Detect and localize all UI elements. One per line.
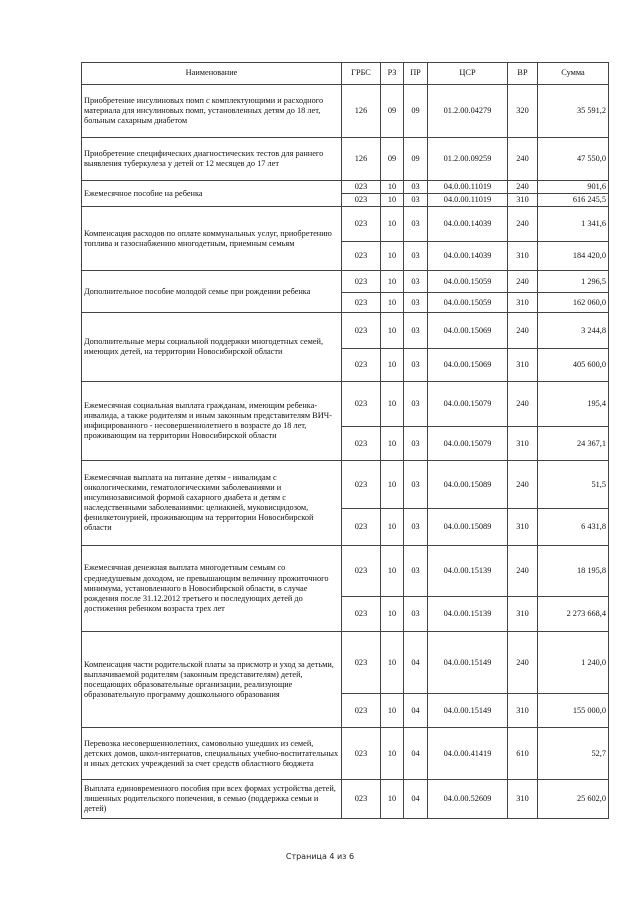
cell-sum: 3 244,8	[538, 313, 609, 349]
cell-pr: 03	[404, 313, 428, 349]
cell-rz: 10	[381, 546, 404, 597]
item-name: Ежемесячное пособие на ребенка	[82, 181, 342, 207]
cell-sum: 162 060,0	[538, 293, 609, 313]
cell-vr: 240	[508, 271, 538, 293]
cell-grbs: 023	[342, 461, 381, 509]
cell-sum: 155 000,0	[538, 694, 609, 728]
cell-pr: 03	[404, 271, 428, 293]
item-name: Компенсация части родительской платы за присмотр и уход за детьми, выплачиваемой родителям (законным представителям) детей, посещающих образовательные организации, реализующие образовательную программу дошкольного образования	[82, 632, 342, 728]
cell-sum: 18 195,8	[538, 546, 609, 597]
table-row	[82, 461, 609, 509]
item-name: Перевозка несовершеннолетних, самовольно ушедших из семей, детских домов, школ-интернатов, специальных учебно-воспитательных и иных детских учреждений за счет средств областного бюджета	[82, 728, 342, 780]
cell-pr: 03	[404, 509, 428, 546]
table-row	[82, 181, 609, 194]
cell-csr: 04.0.00.15139	[428, 597, 508, 632]
cell-grbs: 023	[342, 271, 381, 293]
cell-grbs: 126	[342, 138, 381, 181]
cell-sum: 1 341,6	[538, 207, 609, 242]
cell-csr: 04.0.00.41419	[428, 728, 508, 780]
cell-grbs: 023	[342, 780, 381, 819]
cell-vr: 310	[508, 242, 538, 271]
header-name: Наименование	[82, 63, 342, 85]
cell-sum: 47 550,0	[538, 138, 609, 181]
cell-pr: 03	[404, 293, 428, 313]
cell-sum: 1 240,0	[538, 632, 609, 694]
cell-csr: 04.0.00.15069	[428, 349, 508, 382]
cell-vr: 240	[508, 207, 538, 242]
cell-rz: 10	[381, 242, 404, 271]
cell-vr: 240	[508, 138, 538, 181]
cell-pr: 03	[404, 194, 428, 207]
cell-sum: 616 245,5	[538, 194, 609, 207]
cell-rz: 09	[381, 138, 404, 181]
item-name: Приобретение специфических диагностических тестов для раннего выявления туберкулеза у детей от 12 месяцев до 17 лет	[82, 138, 342, 181]
table-row	[82, 85, 609, 138]
cell-vr: 310	[508, 427, 538, 461]
cell-rz: 10	[381, 597, 404, 632]
cell-grbs: 023	[342, 597, 381, 632]
cell-pr: 03	[404, 546, 428, 597]
cell-csr: 01.2.00.09259	[428, 138, 508, 181]
cell-grbs: 023	[342, 728, 381, 780]
cell-vr: 320	[508, 85, 538, 138]
header-vr: ВР	[508, 63, 538, 85]
cell-rz: 10	[381, 427, 404, 461]
cell-csr: 01.2.00.04279	[428, 85, 508, 138]
cell-csr: 04.0.00.15079	[428, 382, 508, 427]
item-name: Ежемесячная денежная выплата многодетным семьям со среднедушевым доходом, не превышающим величину прожиточного минимума, установленного в Новосибирской области, в случае рождения после 31.12.2012 третьего и последующих детей до достижения ребенком возраста трех лет	[82, 546, 342, 632]
cell-vr: 240	[508, 313, 538, 349]
cell-csr: 04.0.00.15149	[428, 694, 508, 728]
cell-sum: 6 431,8	[538, 509, 609, 546]
cell-vr: 310	[508, 780, 538, 819]
cell-sum: 35 591,2	[538, 85, 609, 138]
cell-rz: 09	[381, 85, 404, 138]
cell-grbs: 023	[342, 349, 381, 382]
cell-csr: 04.0.00.15079	[428, 427, 508, 461]
cell-sum: 2 273 668,4	[538, 597, 609, 632]
cell-vr: 240	[508, 461, 538, 509]
cell-pr: 03	[404, 382, 428, 427]
cell-grbs: 023	[342, 242, 381, 271]
cell-csr: 04.0.00.14039	[428, 207, 508, 242]
cell-rz: 10	[381, 207, 404, 242]
cell-pr: 04	[404, 694, 428, 728]
cell-grbs: 023	[342, 181, 381, 194]
table-row	[82, 382, 609, 427]
cell-grbs: 023	[342, 427, 381, 461]
cell-csr: 04.0.00.11019	[428, 194, 508, 207]
cell-vr: 310	[508, 597, 538, 632]
cell-vr: 310	[508, 194, 538, 207]
cell-grbs: 023	[342, 293, 381, 313]
cell-rz: 10	[381, 349, 404, 382]
cell-rz: 10	[381, 632, 404, 694]
cell-rz: 10	[381, 694, 404, 728]
cell-grbs: 126	[342, 85, 381, 138]
item-name: Ежемесячная выплата на питание детям - инвалидам с онкологическими, гематологическими заболеваниями и инсулинозависимой формой сахарного диабета и детям с наследственными заболеваниями: целиакией, муковисцидозом, фенилкетонурией, проживающим на территории Новосибирской области	[82, 461, 342, 546]
page-footer: Страница 4 из 6	[285, 852, 355, 861]
cell-sum: 901,6	[538, 181, 609, 194]
cell-rz: 10	[381, 271, 404, 293]
cell-pr: 03	[404, 597, 428, 632]
cell-grbs: 023	[342, 509, 381, 546]
cell-grbs: 023	[342, 382, 381, 427]
cell-pr: 03	[404, 427, 428, 461]
cell-sum: 24 367,1	[538, 427, 609, 461]
table-row	[82, 728, 609, 780]
cell-vr: 240	[508, 382, 538, 427]
cell-vr: 310	[508, 694, 538, 728]
cell-csr: 04.0.00.52609	[428, 780, 508, 819]
cell-grbs: 023	[342, 207, 381, 242]
cell-grbs: 023	[342, 546, 381, 597]
item-name: Дополнительные меры социальной поддержки многодетных семей, имеющих детей, на территории Новосибирской области	[82, 313, 342, 382]
cell-sum: 405 600,0	[538, 349, 609, 382]
table-row	[82, 138, 609, 181]
cell-sum: 52,7	[538, 728, 609, 780]
cell-csr: 04.0.00.15139	[428, 546, 508, 597]
cell-rz: 10	[381, 181, 404, 194]
cell-pr: 03	[404, 461, 428, 509]
header-csr: ЦСР	[428, 63, 508, 85]
table-row	[82, 546, 609, 597]
cell-vr: 310	[508, 509, 538, 546]
cell-csr: 04.0.00.11019	[428, 181, 508, 194]
item-name: Дополнительное пособие молодой семье при рождении ребенка	[82, 271, 342, 313]
cell-vr: 310	[508, 349, 538, 382]
budget-table	[81, 62, 609, 819]
cell-vr: 240	[508, 546, 538, 597]
cell-rz: 10	[381, 293, 404, 313]
cell-pr: 04	[404, 632, 428, 694]
cell-rz: 10	[381, 313, 404, 349]
table-header-row	[82, 63, 609, 85]
cell-pr: 03	[404, 349, 428, 382]
cell-sum: 184 420,0	[538, 242, 609, 271]
item-name: Выплата единовременного пособия при всех формах устройства детей, лишенных родительского попечения, в семью (поддержка семьи и детей)	[82, 780, 342, 819]
table-row	[82, 313, 609, 349]
cell-pr: 03	[404, 207, 428, 242]
cell-rz: 10	[381, 509, 404, 546]
table-row	[82, 780, 609, 819]
table-row	[82, 271, 609, 293]
header-rz: РЗ	[381, 63, 404, 85]
cell-csr: 04.0.00.14039	[428, 242, 508, 271]
cell-vr: 240	[508, 632, 538, 694]
table-body	[82, 85, 609, 819]
cell-vr: 240	[508, 181, 538, 194]
cell-rz: 10	[381, 194, 404, 207]
cell-grbs: 023	[342, 194, 381, 207]
cell-csr: 04.0.00.15069	[428, 313, 508, 349]
cell-vr: 610	[508, 728, 538, 780]
cell-sum: 195,4	[538, 382, 609, 427]
cell-pr: 03	[404, 181, 428, 194]
cell-grbs: 023	[342, 694, 381, 728]
cell-vr: 310	[508, 293, 538, 313]
cell-grbs: 023	[342, 313, 381, 349]
cell-csr: 04.0.00.15089	[428, 509, 508, 546]
table-row	[82, 207, 609, 242]
cell-pr: 09	[404, 138, 428, 181]
item-name: Ежемесячная социальная выплата гражданам, имеющим ребенка-инвалида, а также родителям и иным законным представителям ВИЧ-инфицированного - несовершеннолетнего в возрасте до 18 лет, проживающим на территории Новосибирской области	[82, 382, 342, 461]
cell-rz: 10	[381, 780, 404, 819]
cell-rz: 10	[381, 461, 404, 509]
table-row	[82, 632, 609, 694]
cell-sum: 25 602,0	[538, 780, 609, 819]
header-pr: ПР	[404, 63, 428, 85]
item-name: Компенсация расходов по оплате коммунальных услуг, приобретению топлива и газоснабжению многодетным, приемным семьям	[82, 207, 342, 271]
cell-pr: 03	[404, 242, 428, 271]
cell-rz: 10	[381, 728, 404, 780]
cell-csr: 04.0.00.15089	[428, 461, 508, 509]
cell-sum: 1 296,5	[538, 271, 609, 293]
header-sum: Сумма	[538, 63, 609, 85]
cell-csr: 04.0.00.15149	[428, 632, 508, 694]
cell-pr: 04	[404, 728, 428, 780]
cell-pr: 09	[404, 85, 428, 138]
cell-rz: 10	[381, 382, 404, 427]
header-grbs: ГРБС	[342, 63, 381, 85]
cell-csr: 04.0.00.15059	[428, 271, 508, 293]
cell-pr: 04	[404, 780, 428, 819]
cell-grbs: 023	[342, 632, 381, 694]
cell-sum: 51,5	[538, 461, 609, 509]
cell-csr: 04.0.00.15059	[428, 293, 508, 313]
item-name: Приобретение инсулиновых помп с комплектующими и расходного материала для инсулиновых помп, установленных детям до 18 лет, больным сахарным диабетом	[82, 85, 342, 138]
